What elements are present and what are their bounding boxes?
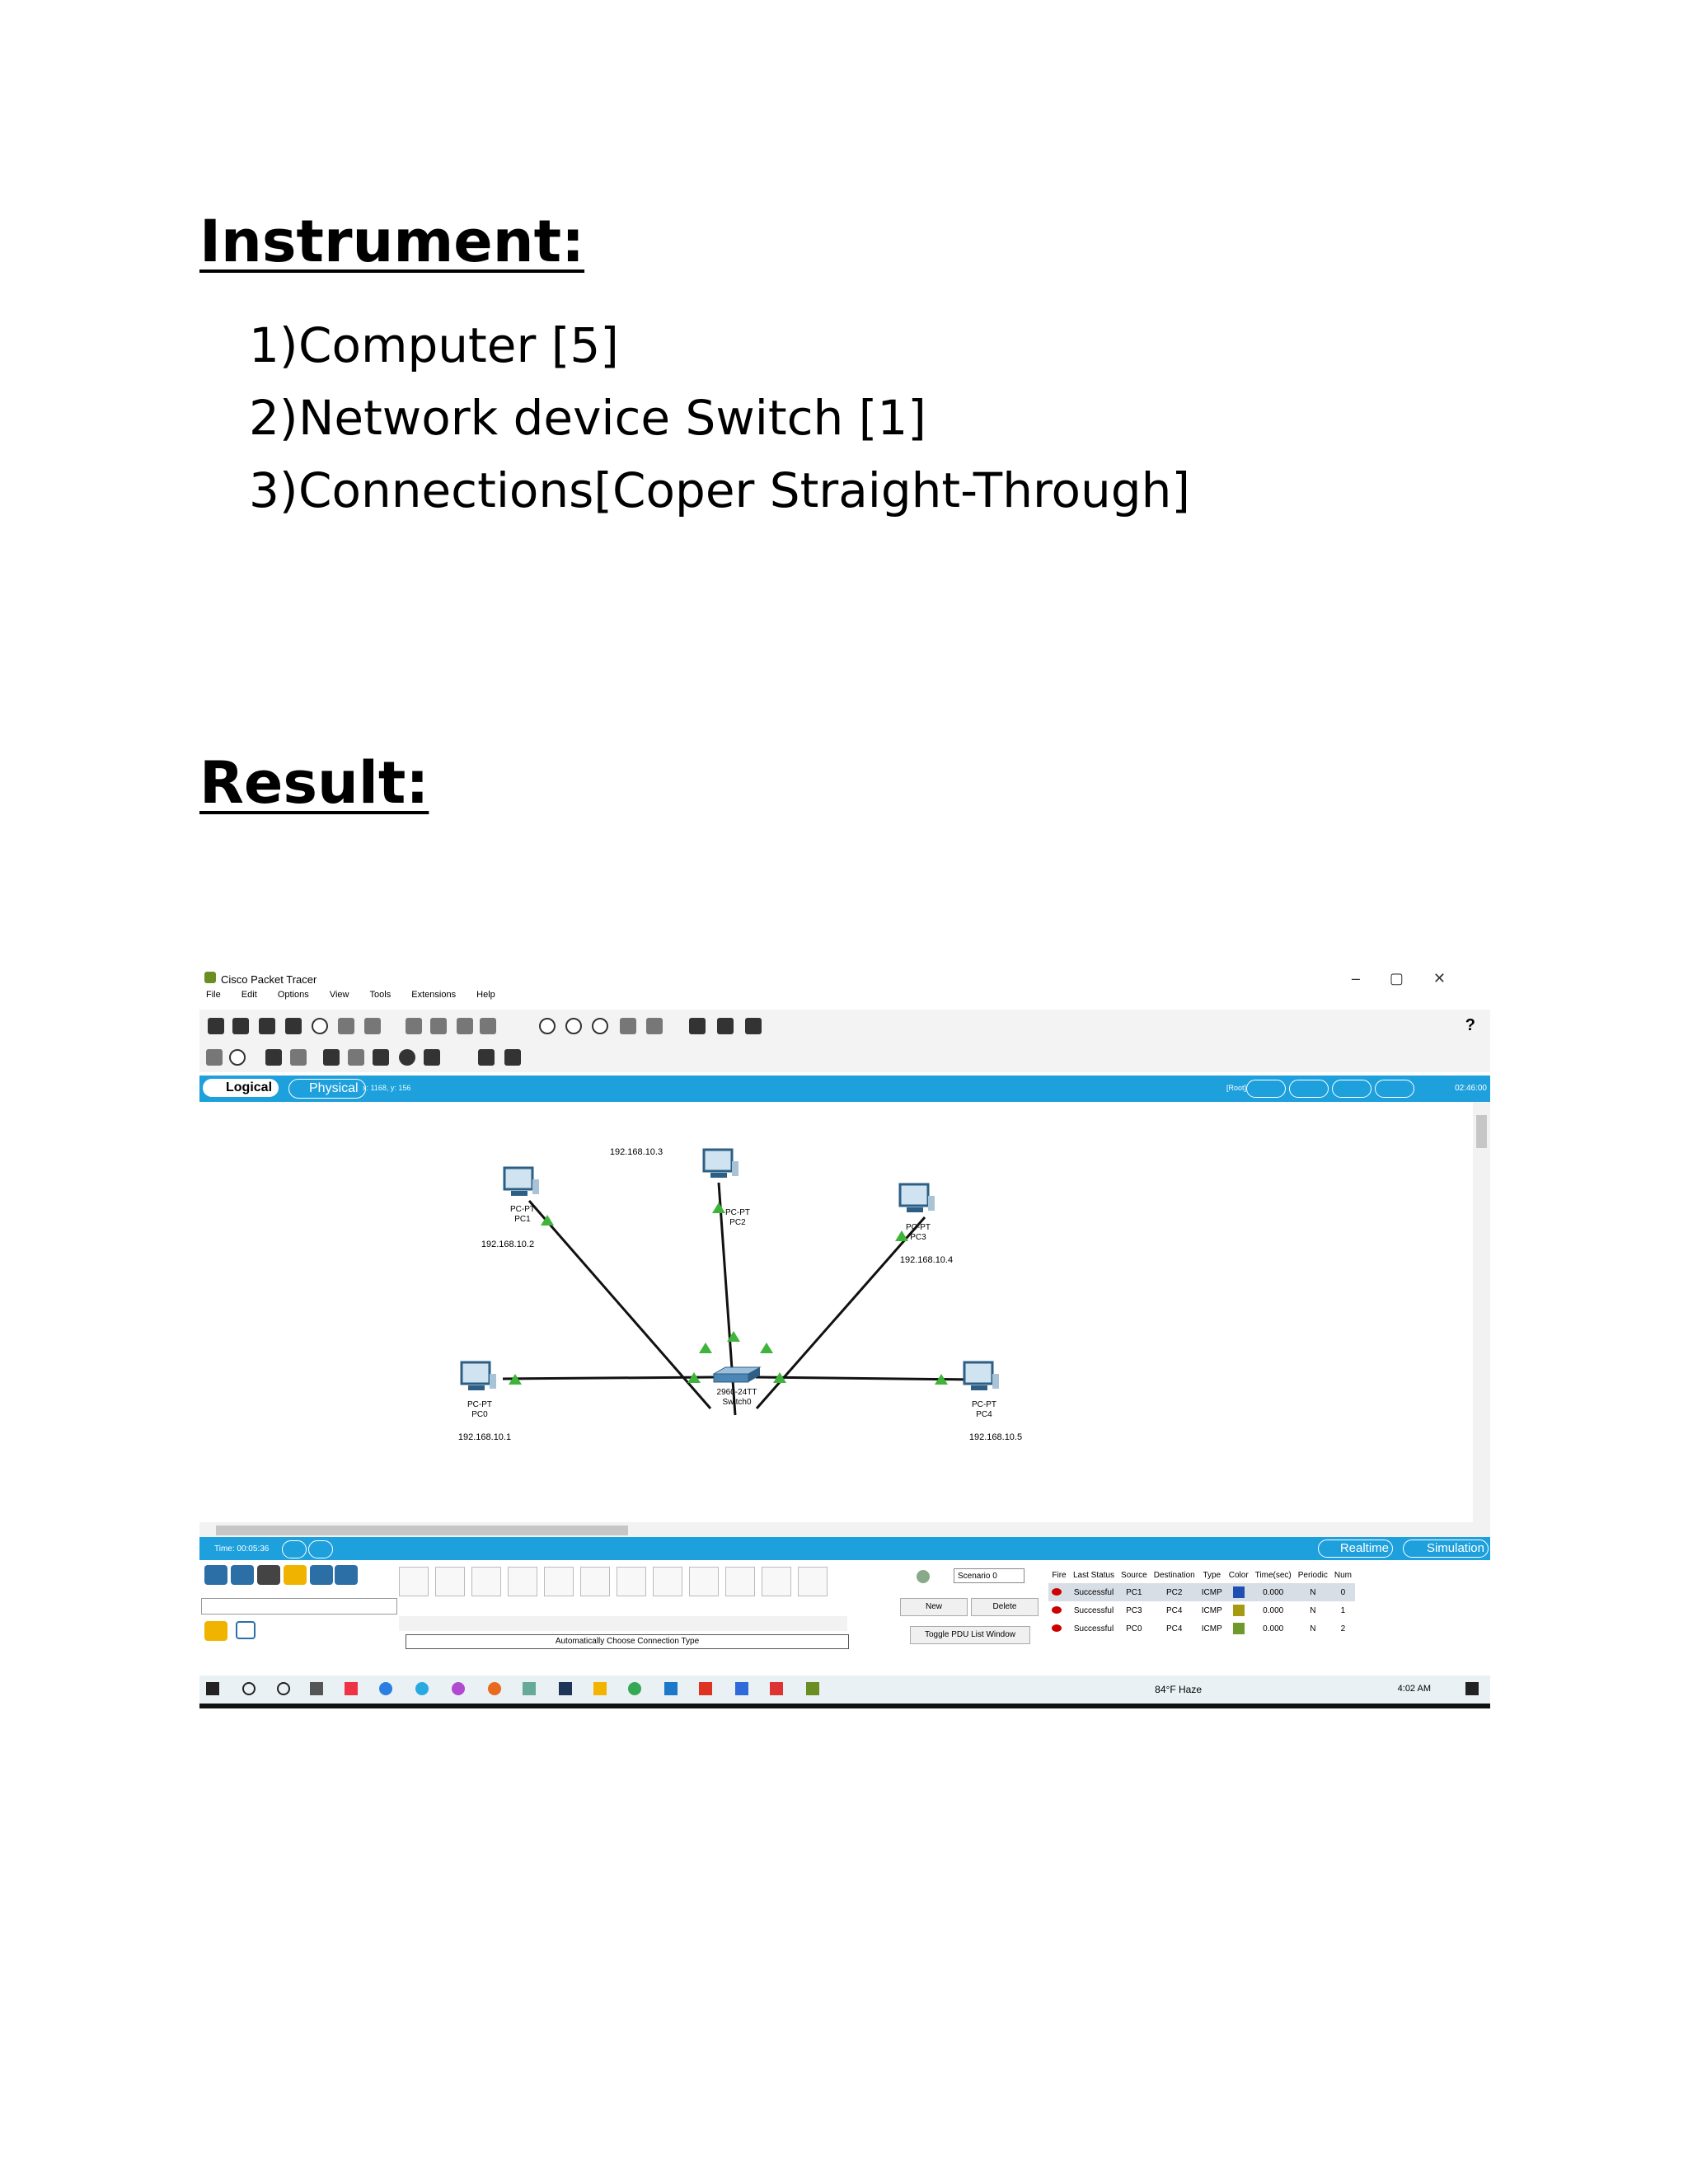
title-bar bbox=[199, 967, 1490, 990]
list-item: 2)Network device Switch [1] bbox=[249, 390, 926, 446]
save-icon[interactable] bbox=[259, 1018, 275, 1034]
cursor-coordinates: x: 1168, y: 156 bbox=[363, 1084, 411, 1092]
wizard-icon[interactable] bbox=[338, 1018, 354, 1034]
menu-bar bbox=[199, 990, 1490, 1008]
table-header-row: Fire Last Status Source Destination Type Color Time(sec) Periodic Num bbox=[1052, 1570, 1352, 1580]
draw-line-icon[interactable] bbox=[348, 1049, 364, 1066]
pdu-events-table bbox=[1048, 1567, 1355, 1638]
octal-cable-icon[interactable] bbox=[725, 1567, 755, 1596]
pc1-ip: 192.168.10.2 bbox=[481, 1240, 535, 1249]
vscode-icon[interactable] bbox=[664, 1682, 678, 1695]
packet-tracer-screenshot bbox=[199, 967, 1490, 1708]
table-row[interactable]: Successful PC3 PC4 ICMP 0.000 N 1 bbox=[1048, 1601, 1355, 1619]
zoom-reset-icon[interactable] bbox=[565, 1018, 582, 1034]
pc0-name: PC0 bbox=[471, 1410, 488, 1419]
list-item: 1)Computer [5] bbox=[249, 317, 619, 373]
serial-dte-icon[interactable] bbox=[689, 1567, 719, 1596]
pc2-type: PC-PT bbox=[725, 1208, 750, 1217]
multiuser-icon[interactable] bbox=[335, 1565, 358, 1585]
delete-scenario-button[interactable]: Delete bbox=[971, 1598, 1039, 1616]
menu-edit[interactable]: Edit bbox=[241, 990, 257, 1000]
realtime-mode-button[interactable]: Realtime bbox=[1318, 1540, 1393, 1558]
new-file-icon[interactable] bbox=[208, 1018, 224, 1034]
tab-physical[interactable]: Physical bbox=[288, 1079, 366, 1099]
notification-icon[interactable] bbox=[1465, 1682, 1479, 1695]
usb-cable-icon[interactable] bbox=[798, 1567, 828, 1596]
drawing-palette-icon[interactable] bbox=[620, 1018, 636, 1034]
device-search-field[interactable] bbox=[201, 1598, 397, 1615]
scenario-select[interactable]: Scenario 0 bbox=[954, 1568, 1025, 1583]
browser-icon[interactable] bbox=[452, 1682, 465, 1695]
copy-icon[interactable] bbox=[406, 1018, 422, 1034]
link-light bbox=[699, 1343, 712, 1353]
device-and-event-panel bbox=[199, 1560, 1490, 1675]
phone-cable-icon[interactable] bbox=[580, 1567, 610, 1596]
search-icon[interactable] bbox=[242, 1682, 256, 1695]
list-item: 3)Connections[Coper Straight-Through] bbox=[249, 462, 1190, 518]
menu-tools[interactable]: Tools bbox=[369, 990, 392, 1000]
user-profile-icon[interactable] bbox=[364, 1018, 381, 1034]
inspect-icon[interactable] bbox=[229, 1049, 246, 1066]
packet-tracer-taskbar-icon[interactable] bbox=[806, 1682, 819, 1695]
firefox-icon[interactable] bbox=[488, 1682, 501, 1695]
fire-icon bbox=[1052, 1606, 1062, 1614]
cortana-icon[interactable] bbox=[277, 1682, 290, 1695]
crossover-cable-icon[interactable] bbox=[508, 1567, 537, 1596]
screenshot-icon[interactable] bbox=[745, 1018, 762, 1034]
tab-logical[interactable]: Logical bbox=[203, 1079, 279, 1097]
notepad-icon[interactable] bbox=[523, 1682, 536, 1695]
task-view-icon[interactable] bbox=[310, 1682, 323, 1695]
photoshop-icon[interactable] bbox=[559, 1682, 572, 1695]
select-icon[interactable] bbox=[206, 1049, 223, 1066]
menu-view[interactable]: View bbox=[329, 990, 349, 1000]
fast-forward-button[interactable] bbox=[308, 1540, 333, 1558]
table-row[interactable]: Successful PC0 PC4 ICMP 0.000 N 2 bbox=[1048, 1619, 1355, 1638]
link-pc0-switch bbox=[503, 1377, 715, 1379]
store-icon[interactable] bbox=[345, 1682, 358, 1695]
telegram-icon[interactable] bbox=[415, 1682, 429, 1695]
coaxial-cable-icon[interactable] bbox=[617, 1567, 646, 1596]
misc-icon[interactable] bbox=[310, 1565, 333, 1585]
auto-connection-icon[interactable] bbox=[399, 1567, 429, 1596]
pc1-name: PC1 bbox=[514, 1215, 531, 1224]
pc2-ip: 192.168.10.3 bbox=[609, 1147, 663, 1157]
defender-icon[interactable] bbox=[735, 1682, 748, 1695]
menu-help[interactable]: Help bbox=[476, 990, 495, 1000]
console-cable-icon[interactable] bbox=[435, 1567, 465, 1596]
topology-diagram bbox=[199, 1102, 1473, 1522]
switch0-device bbox=[714, 1367, 760, 1382]
fiber-cable-icon[interactable] bbox=[544, 1567, 574, 1596]
workspace-mode-bar bbox=[199, 1076, 1490, 1102]
open-folder-icon[interactable] bbox=[232, 1018, 249, 1034]
color-swatch bbox=[1233, 1623, 1245, 1634]
new-scenario-button[interactable]: New bbox=[900, 1598, 968, 1616]
delete-icon[interactable] bbox=[265, 1049, 282, 1066]
zoom-in-icon[interactable] bbox=[539, 1018, 556, 1034]
window-title: Cisco Packet Tracer bbox=[221, 973, 317, 986]
file-explorer-icon[interactable] bbox=[593, 1682, 607, 1695]
info-icon[interactable] bbox=[312, 1018, 328, 1034]
connections-category-icon[interactable] bbox=[284, 1565, 307, 1585]
add-complex-pdu-icon[interactable] bbox=[504, 1049, 521, 1066]
taskbar-clock[interactable]: 4:02 AM bbox=[1397, 1684, 1431, 1694]
draw-rectangle-icon[interactable] bbox=[373, 1049, 389, 1066]
fire-icon bbox=[1052, 1624, 1062, 1632]
color-swatch bbox=[1233, 1586, 1245, 1598]
table-row[interactable]: Successful PC1 PC2 ICMP 0.000 N 0 bbox=[1048, 1583, 1355, 1601]
app-icon[interactable] bbox=[379, 1682, 392, 1695]
weather-widget[interactable]: 84°F Haze bbox=[1155, 1684, 1202, 1695]
grid-icon[interactable] bbox=[236, 1621, 256, 1639]
place-note-icon[interactable] bbox=[323, 1049, 340, 1066]
straight-through-cable-icon[interactable] bbox=[471, 1567, 501, 1596]
link-light bbox=[712, 1202, 725, 1213]
zoom-out-icon[interactable] bbox=[592, 1018, 608, 1034]
horizontal-scrollbar[interactable] bbox=[199, 1522, 1490, 1537]
end-devices-icon[interactable] bbox=[231, 1565, 254, 1585]
switch0-type: 2960-24TT bbox=[716, 1388, 757, 1397]
back-button[interactable] bbox=[1246, 1080, 1286, 1098]
custom-device-icon[interactable] bbox=[646, 1018, 663, 1034]
recorder-icon[interactable] bbox=[770, 1682, 783, 1695]
serial-dce-icon[interactable] bbox=[653, 1567, 682, 1596]
pc2-name: PC2 bbox=[729, 1218, 746, 1227]
switch0-name: Switch0 bbox=[722, 1398, 752, 1407]
redo-icon[interactable] bbox=[480, 1018, 496, 1034]
workspace-clock: 02:46:00 bbox=[1455, 1084, 1487, 1093]
instrument-heading: Instrument: bbox=[199, 208, 585, 275]
vertical-scrollbar[interactable] bbox=[1473, 1102, 1490, 1522]
main-toolbar bbox=[199, 1010, 1490, 1043]
logical-workspace[interactable] bbox=[199, 1102, 1473, 1522]
help-button[interactable]: ? bbox=[1465, 1016, 1475, 1034]
pc3-ip: 192.168.10.4 bbox=[899, 1255, 954, 1265]
move-object-button[interactable] bbox=[1332, 1080, 1372, 1098]
pc4-ip: 192.168.10.5 bbox=[968, 1432, 1023, 1442]
notes-icon[interactable] bbox=[689, 1018, 706, 1034]
background-image-button[interactable] bbox=[1375, 1080, 1414, 1098]
toggle-pdu-list-button[interactable]: Toggle PDU List Window bbox=[910, 1626, 1030, 1644]
pc4-device bbox=[964, 1362, 999, 1390]
scenario-icon bbox=[917, 1570, 930, 1583]
windows-taskbar bbox=[199, 1675, 1490, 1704]
simulation-status-bar bbox=[199, 1537, 1490, 1560]
iot-custom-cable-icon[interactable] bbox=[762, 1567, 791, 1596]
network-info-icon[interactable] bbox=[717, 1018, 734, 1034]
menu-options[interactable]: Options bbox=[277, 990, 309, 1000]
cluster-button[interactable] bbox=[1289, 1080, 1329, 1098]
connection-type-label: Automatically Choose Connection Type bbox=[406, 1634, 849, 1649]
fire-icon bbox=[1052, 1588, 1062, 1596]
edit-toolbar bbox=[199, 1043, 1490, 1072]
result-heading: Result: bbox=[199, 749, 429, 817]
connections-subtype-icon[interactable] bbox=[204, 1621, 227, 1641]
link-light bbox=[760, 1343, 773, 1353]
components-icon[interactable] bbox=[257, 1565, 280, 1585]
color-swatch bbox=[1233, 1605, 1245, 1616]
chrome-icon[interactable] bbox=[628, 1682, 641, 1695]
pc4-type: PC-PT bbox=[972, 1400, 996, 1409]
network-devices-icon[interactable] bbox=[204, 1565, 227, 1585]
pc0-ip: 192.168.10.1 bbox=[457, 1432, 512, 1442]
add-simple-pdu-icon[interactable] bbox=[478, 1049, 495, 1066]
app-logo-icon bbox=[204, 972, 216, 983]
pc3-device bbox=[900, 1184, 935, 1212]
pc4-name: PC4 bbox=[976, 1410, 992, 1419]
simulation-mode-button[interactable]: Simulation bbox=[1403, 1540, 1489, 1558]
root-label: [Root] bbox=[1226, 1084, 1246, 1092]
undo-icon[interactable] bbox=[457, 1018, 473, 1034]
pc2-device bbox=[704, 1150, 738, 1178]
print-icon[interactable] bbox=[285, 1018, 302, 1034]
pc0-type: PC-PT bbox=[467, 1400, 492, 1409]
acrobat-icon[interactable] bbox=[699, 1682, 712, 1695]
pc3-type: PC-PT bbox=[906, 1223, 931, 1232]
pc1-type: PC-PT bbox=[510, 1205, 535, 1214]
menu-file[interactable]: File bbox=[206, 990, 221, 1000]
window-controls[interactable]: –▢✕ bbox=[1351, 970, 1475, 987]
draw-ellipse-icon[interactable] bbox=[399, 1049, 415, 1066]
freeform-icon[interactable] bbox=[424, 1049, 440, 1066]
pc3-name: PC3 bbox=[910, 1233, 926, 1242]
menu-extensions[interactable]: Extensions bbox=[411, 990, 457, 1000]
resize-icon[interactable] bbox=[290, 1049, 307, 1066]
windows-start-icon[interactable] bbox=[206, 1682, 219, 1695]
pc1-device bbox=[504, 1168, 539, 1196]
power-cycle-button[interactable] bbox=[282, 1540, 307, 1558]
pc0-device bbox=[462, 1362, 496, 1390]
instrument-list bbox=[249, 309, 1190, 527]
paste-icon[interactable] bbox=[430, 1018, 447, 1034]
time-display: Time: 00:05:36 bbox=[214, 1544, 270, 1554]
connections-scrollbar[interactable] bbox=[399, 1616, 847, 1631]
